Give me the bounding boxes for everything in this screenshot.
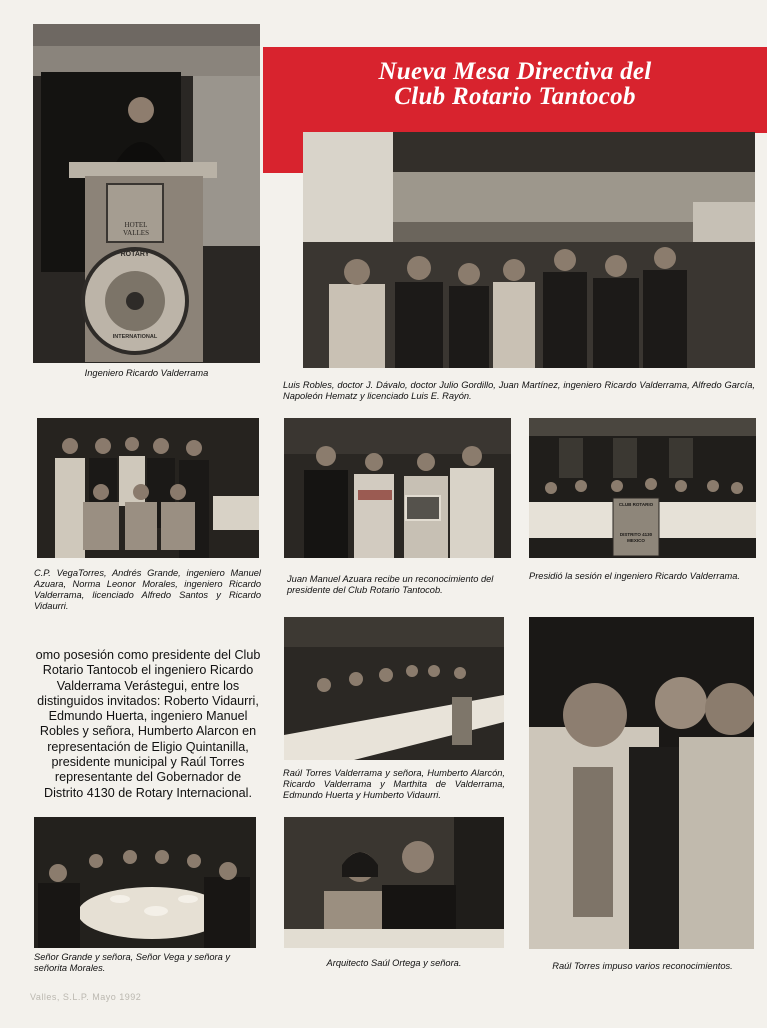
banner-accent <box>263 133 304 173</box>
photo-head-table-session <box>529 418 756 558</box>
title-line-2: Club Rotario Tantocob <box>394 83 636 110</box>
photo-award-pinning <box>529 617 754 949</box>
photo-banquet-table <box>284 617 504 760</box>
caption-photo-4: Juan Manuel Azuara recibe un reconocimiento del presidente del Club Rotario Tantocob. <box>287 574 494 595</box>
caption-photo-5: Presidió la sesión el ingeniero Ricardo Valderrama. <box>529 571 741 581</box>
podium-plaque-text: HOTEL VALLES <box>123 221 149 237</box>
caption-photo-9: Arquitecto Saúl Ortega y señora. <box>326 958 462 968</box>
caption-photo-7: Raúl Torres impuso varios reconocimientos. <box>552 961 733 971</box>
photo-speaker-podium <box>33 24 260 363</box>
photo-oath-ceremony <box>303 132 755 368</box>
caption-photo-2: Luis Robles, doctor J. Dávalo, doctor Julio Gordillo, Juan Martínez, ingeniero Ricardo Valderrama, Alfredo García, Napoleón Hematz y licenciado Luis E. Rayón. <box>283 380 755 401</box>
club-banner-text: CLUB ROTARIO DISTRITO 4130 MEXICO <box>618 502 654 543</box>
photo-group-guests <box>37 418 259 558</box>
photo-award-presentation <box>284 418 511 558</box>
caption-photo-1: Ingeniero Ricardo Valderrama <box>84 368 209 378</box>
article-body: omo posesión como presidente del Club Rotario Tantocob el ingeniero Ricardo Valderrama Verástegui, entre los distinguidos invitados: Roberto Vidaurri, Edmundo Huerta, ingeniero Manuel Robles y señora, Humberto Alarcon en representación de Eligio Quintanilla, presidente municipal y Raúl Torres representante del Gobernador de Distrito 4130 de Rotary Internacional. <box>35 648 261 800</box>
caption-photo-8: Señor Grande y señora, Señor Vega y señora y señorita Morales. <box>34 952 231 973</box>
caption-photo-6: Raúl Torres Valderrama y señora, Humberto Alarcón, Ricardo Valderrama y Marthita de Valderrama, Edmundo Huerta y Humberto Vidaurri. <box>283 768 505 800</box>
article-title <box>263 59 767 109</box>
title-line-1: Nueva Mesa Directiva del <box>378 58 652 85</box>
rotary-emblem-text: ROTARY INTERNATIONAL <box>112 251 158 340</box>
title-banner <box>263 47 767 133</box>
photo-round-table-dinner <box>34 817 256 948</box>
page-footer: Valles, S.L.P. Mayo 1992 <box>30 992 142 1002</box>
caption-photo-3: C.P. VegaTorres, Andrés Grande, ingeniero Manuel Azuara, Norma Leonor Morales, ingeniero Ricardo Valderrama, licenciado Alfredo Santos y Ricardo Vidaurri. <box>34 568 261 611</box>
photo-couple-portrait <box>284 817 504 948</box>
